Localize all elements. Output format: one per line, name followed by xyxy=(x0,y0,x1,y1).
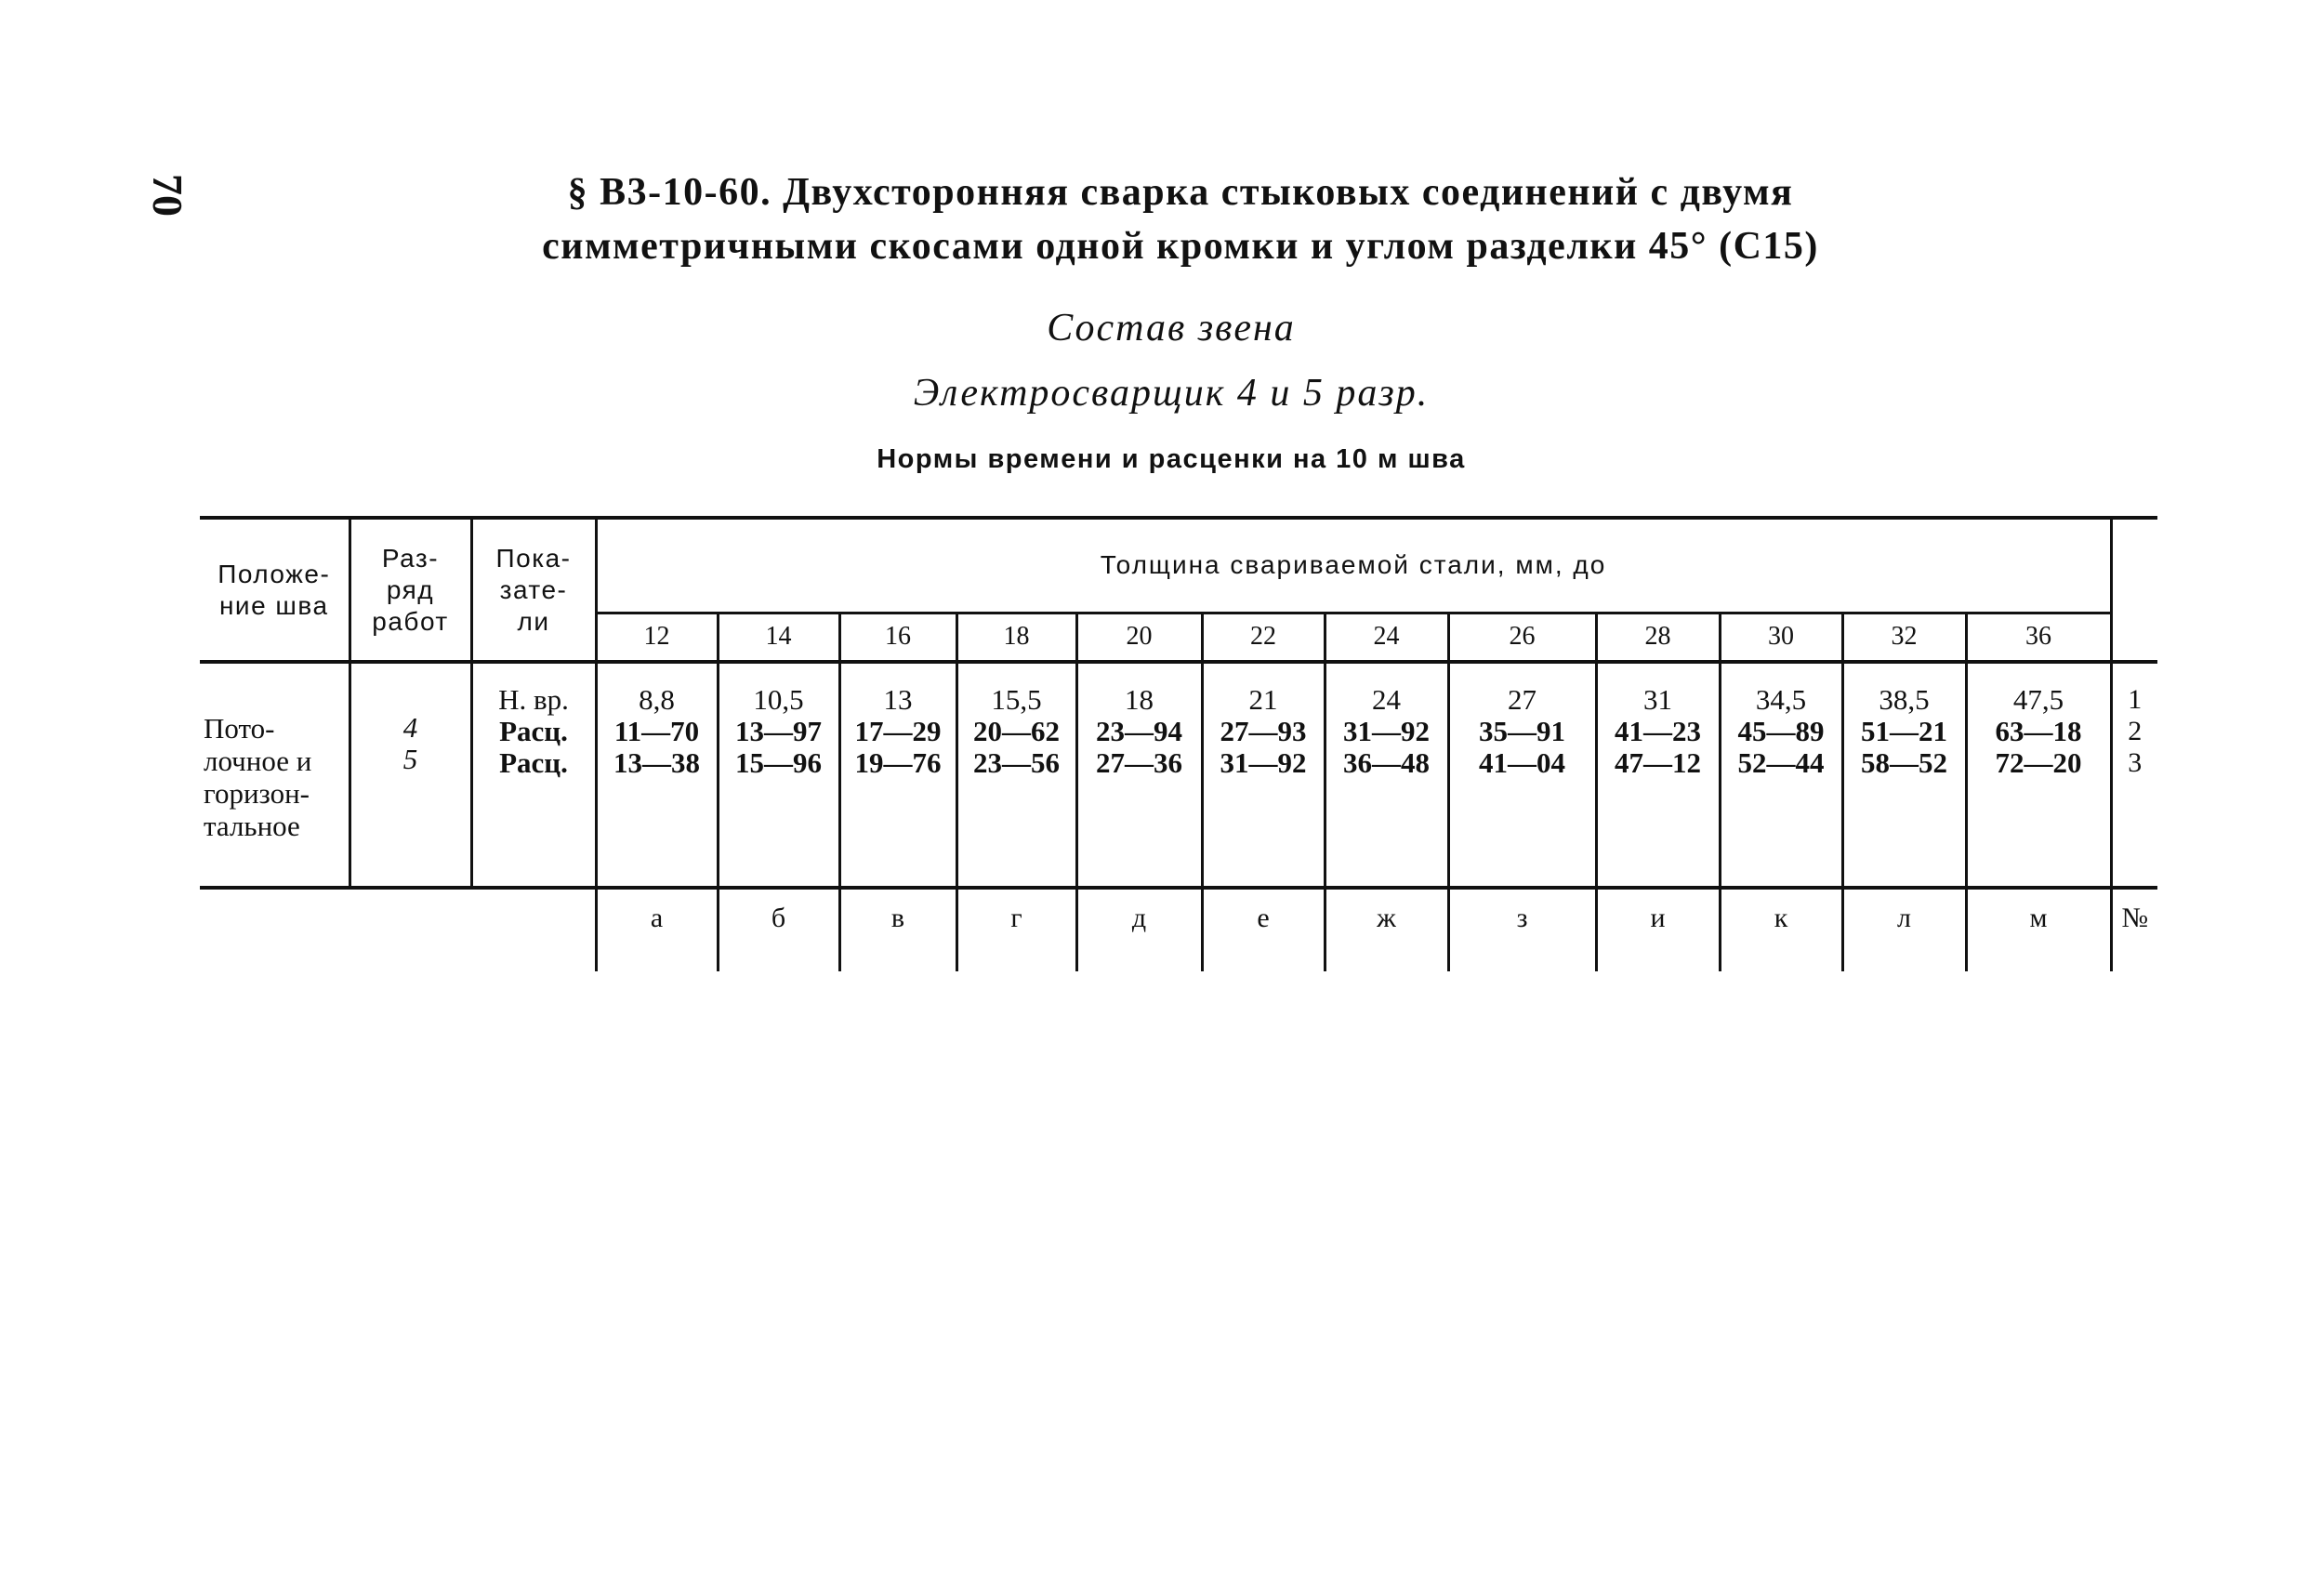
cell-column-v xyxy=(839,662,956,888)
rate-4-value: 35—91 xyxy=(1479,715,1565,747)
rate-5-value: 13—38 xyxy=(613,746,700,779)
column-letter-m: м xyxy=(1966,888,2111,971)
time-norm-value: 13 xyxy=(883,683,913,716)
number-sign-label: № xyxy=(2111,888,2157,971)
header-grade-line-2: ряд xyxy=(386,574,435,604)
thickness-28: 28 xyxy=(1596,613,1720,662)
header-position-line-1: Положе- xyxy=(218,559,331,588)
header-grade-line-3: работ xyxy=(372,606,449,636)
indicator-rate-grade-5: Расц. xyxy=(499,746,568,779)
header-indicators xyxy=(471,518,596,662)
rate-5-value: 27—36 xyxy=(1096,746,1182,779)
norms-table xyxy=(200,516,2157,971)
footer-blank-1 xyxy=(200,888,349,971)
thickness-20: 20 xyxy=(1076,613,1202,662)
grade-5: 5 xyxy=(402,743,418,775)
row-number-1: 1 xyxy=(2128,684,2143,715)
cell-column-l xyxy=(1842,662,1966,888)
cell-column-a xyxy=(596,662,718,888)
rate-5-value: 31—92 xyxy=(1220,746,1307,779)
row-position xyxy=(200,662,349,888)
rate-5-value: 36—48 xyxy=(1343,746,1430,779)
column-letter-v: в xyxy=(839,888,956,971)
rate-5-value: 58—52 xyxy=(1861,746,1947,779)
row-grades xyxy=(349,662,471,888)
header-indicators-line-1: Пока- xyxy=(495,543,572,573)
header-grade-line-1: Раз- xyxy=(381,543,440,573)
cell-column-e xyxy=(1202,662,1325,888)
rate-4-value: 11—70 xyxy=(613,715,700,747)
cell-column-zh xyxy=(1325,662,1448,888)
grade-4: 4 xyxy=(402,711,418,744)
column-letter-a: а xyxy=(596,888,718,971)
cell-column-g xyxy=(956,662,1076,888)
thickness-12: 12 xyxy=(596,613,718,662)
time-norm-value: 15,5 xyxy=(991,683,1042,716)
rate-4-value: 20—62 xyxy=(973,715,1060,747)
row-position-line-2: лочное и xyxy=(204,745,312,777)
thickness-16: 16 xyxy=(839,613,956,662)
time-norm-value: 10,5 xyxy=(753,683,804,716)
indicator-rate-grade-4: Расц. xyxy=(499,715,568,747)
column-letter-d: д xyxy=(1076,888,1202,971)
row-position-line-3: горизон- xyxy=(204,777,310,810)
thickness-36: 36 xyxy=(1966,613,2111,662)
cell-column-m xyxy=(1966,662,2111,888)
cell-column-b xyxy=(718,662,839,888)
rate-4-value: 13—97 xyxy=(735,715,822,747)
crew-member: Электросварщик 4 и 5 разр. xyxy=(913,372,1430,415)
header-indicators-line-2: зате- xyxy=(499,574,568,604)
time-norm-value: 47,5 xyxy=(2012,683,2064,716)
rate-4-value: 31—92 xyxy=(1343,715,1430,747)
rate-5-value: 19—76 xyxy=(854,746,942,779)
thickness-14: 14 xyxy=(718,613,839,662)
row-number-2: 2 xyxy=(2128,716,2143,746)
header-indicators-line-3: ли xyxy=(517,606,550,636)
footer-blank-2 xyxy=(349,888,471,971)
rate-5-value: 15—96 xyxy=(735,746,822,779)
row-position-line-4: тальное xyxy=(204,810,300,842)
time-norm-value: 21 xyxy=(1248,683,1278,716)
header-thickness-title: Толщина свариваемой стали, мм, до xyxy=(596,518,2111,613)
header-number-blank xyxy=(2111,518,2157,662)
thickness-32: 32 xyxy=(1842,613,1966,662)
page-number: 70 xyxy=(144,174,191,217)
rate-4-value: 17—29 xyxy=(854,715,942,747)
header-position-line-2: ние шва xyxy=(218,590,329,620)
rate-4-value: 27—93 xyxy=(1220,715,1307,747)
time-norm-value: 27 xyxy=(1508,683,1536,716)
section-title-line-1: § В3-10-60. Двухсторонняя сварка стыковых соединений с двумя xyxy=(567,171,1794,214)
time-norm-value: 8,8 xyxy=(639,683,675,716)
section-title xyxy=(521,165,1840,273)
rate-5-value: 52—44 xyxy=(1737,746,1825,779)
header-position xyxy=(200,518,349,662)
cell-column-d xyxy=(1076,662,1202,888)
column-letter-zh: ж xyxy=(1325,888,1448,971)
crew-label: Состав звена xyxy=(1047,307,1296,350)
column-letter-l: л xyxy=(1842,888,1966,971)
column-letter-g: г xyxy=(956,888,1076,971)
table-caption: Нормы времени и расценки на 10 м шва xyxy=(877,444,1466,474)
time-norm-value: 24 xyxy=(1372,683,1401,716)
rate-5-value: 47—12 xyxy=(1615,746,1701,779)
footer-blank-3 xyxy=(471,888,596,971)
crew-composition xyxy=(651,296,1692,426)
rate-5-value: 23—56 xyxy=(973,746,1060,779)
column-letter-b: б xyxy=(718,888,839,971)
row-number-3: 3 xyxy=(2128,747,2143,778)
cell-column-i xyxy=(1596,662,1720,888)
row-numbers xyxy=(2111,662,2157,888)
indicator-time-norm: Н. вр. xyxy=(498,683,569,716)
time-norm-value: 31 xyxy=(1643,683,1672,716)
thickness-30: 30 xyxy=(1720,613,1842,662)
rate-5-value: 41—04 xyxy=(1479,746,1565,779)
cell-column-z xyxy=(1448,662,1596,888)
thickness-18: 18 xyxy=(956,613,1076,662)
section-title-line-2: симметричными скосами одной кромки и углом разделки 45° (С15) xyxy=(542,225,1819,268)
time-norm-value: 18 xyxy=(1125,683,1154,716)
rate-5-value: 72—20 xyxy=(1995,746,2082,779)
column-letter-i: и xyxy=(1596,888,1720,971)
cell-column-k xyxy=(1720,662,1842,888)
row-indicators xyxy=(471,662,596,888)
rate-4-value: 23—94 xyxy=(1096,715,1182,747)
thickness-24: 24 xyxy=(1325,613,1448,662)
column-letter-z: з xyxy=(1448,888,1596,971)
column-letter-k: к xyxy=(1720,888,1842,971)
rate-4-value: 41—23 xyxy=(1615,715,1701,747)
column-letter-e: е xyxy=(1202,888,1325,971)
header-grade xyxy=(349,518,471,662)
rate-4-value: 63—18 xyxy=(1995,715,2082,747)
thickness-22: 22 xyxy=(1202,613,1325,662)
thickness-26: 26 xyxy=(1448,613,1596,662)
rate-4-value: 45—89 xyxy=(1737,715,1825,747)
time-norm-value: 38,5 xyxy=(1879,683,1930,716)
row-position-line-1: Пото- xyxy=(204,712,275,745)
rate-4-value: 51—21 xyxy=(1861,715,1947,747)
time-norm-value: 34,5 xyxy=(1755,683,1807,716)
